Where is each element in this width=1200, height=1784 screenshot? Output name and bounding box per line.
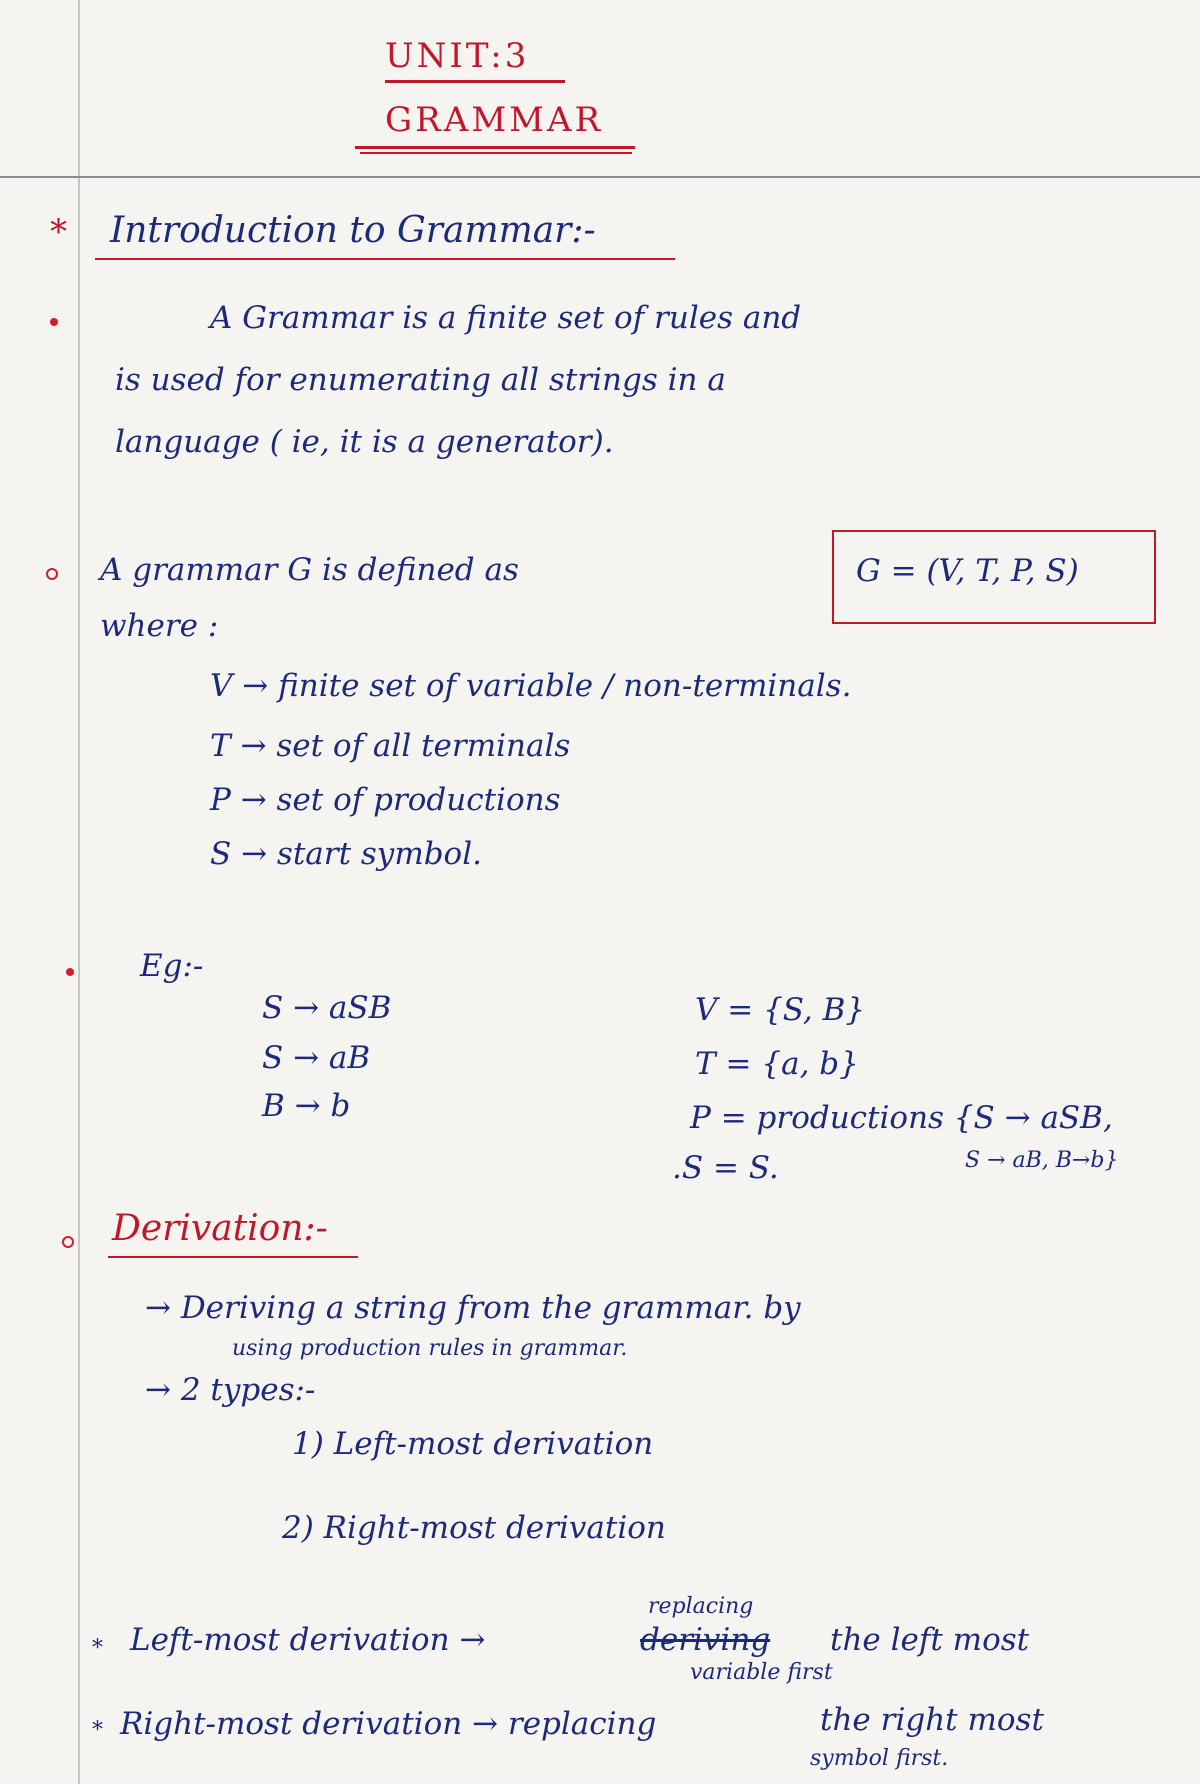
intro-line-1: A Grammar is a finite set of rules and [210,300,802,336]
derivation-type-2: 2) Right-most derivation [282,1510,666,1546]
intro-heading-underline [95,258,675,260]
topic-underline-2 [360,152,632,154]
topic-underline [355,146,635,149]
example-prod-1: S → aSB [262,990,392,1026]
bullet-dot [66,968,74,976]
example-prod-3: B → b [262,1088,351,1124]
margin-line [78,0,80,1784]
left-note-below: variable first [690,1660,833,1685]
bullet-dot [50,318,58,326]
left-note-struck: deriving [640,1622,771,1658]
left-note-above: replacing [648,1594,754,1619]
derivation-heading: Derivation:- [112,1208,328,1249]
derivation-line-1: → Deriving a string from the grammar. by [145,1290,801,1326]
derivation-line-3: → 2 types:- [145,1372,316,1408]
def-item-p: P → set of productions [210,782,561,818]
example-set-v: V = {S, B} [695,992,866,1028]
intro-line-3: language ( ie, it is a generator). [115,424,614,460]
definition-line: A grammar G is defined as [100,552,519,588]
derivation-type-1: 1) Left-most derivation [292,1426,654,1462]
left-note-rest: the left most [830,1622,1030,1658]
tuple-text: G = (V, T, P, S) [856,553,1079,589]
example-set-s: .S = S. [672,1150,779,1186]
example-set-p-cont: S → aB, B→b} [965,1148,1119,1173]
bullet-ring [62,1236,74,1248]
note-star: * [92,1636,103,1661]
intro-heading: Introduction to Grammar:- [110,210,596,251]
where-label: where : [100,608,219,644]
derivation-underline [108,1256,358,1258]
star-marker: * [50,212,67,252]
derivation-line-2: using production rules in grammar. [232,1336,628,1361]
topic-title: GRAMMAR [385,100,604,140]
def-item-s: S → start symbol. [210,836,482,872]
right-note-below: symbol first. [810,1746,949,1771]
note-star: * [92,1718,103,1743]
example-set-p: P = productions {S → aSB, [690,1100,1113,1136]
right-note-term: Right-most derivation → replacing [120,1706,657,1742]
left-note-term: Left-most derivation → [130,1622,486,1658]
unit-title: UNIT:3 [385,36,530,76]
def-item-t: T → set of all terminals [210,728,571,764]
header-rule [0,176,1200,178]
unit-underline [385,80,565,83]
example-prod-2: S → aB [262,1040,371,1076]
example-label: Eg:- [140,948,204,984]
def-item-v: V → finite set of variable / non-terminals. [210,668,852,704]
bullet-ring [46,568,58,580]
right-note-rest: the right most [820,1702,1044,1738]
example-set-t: T = {a, b} [695,1046,859,1082]
intro-line-2: is used for enumerating all strings in a [115,362,726,398]
